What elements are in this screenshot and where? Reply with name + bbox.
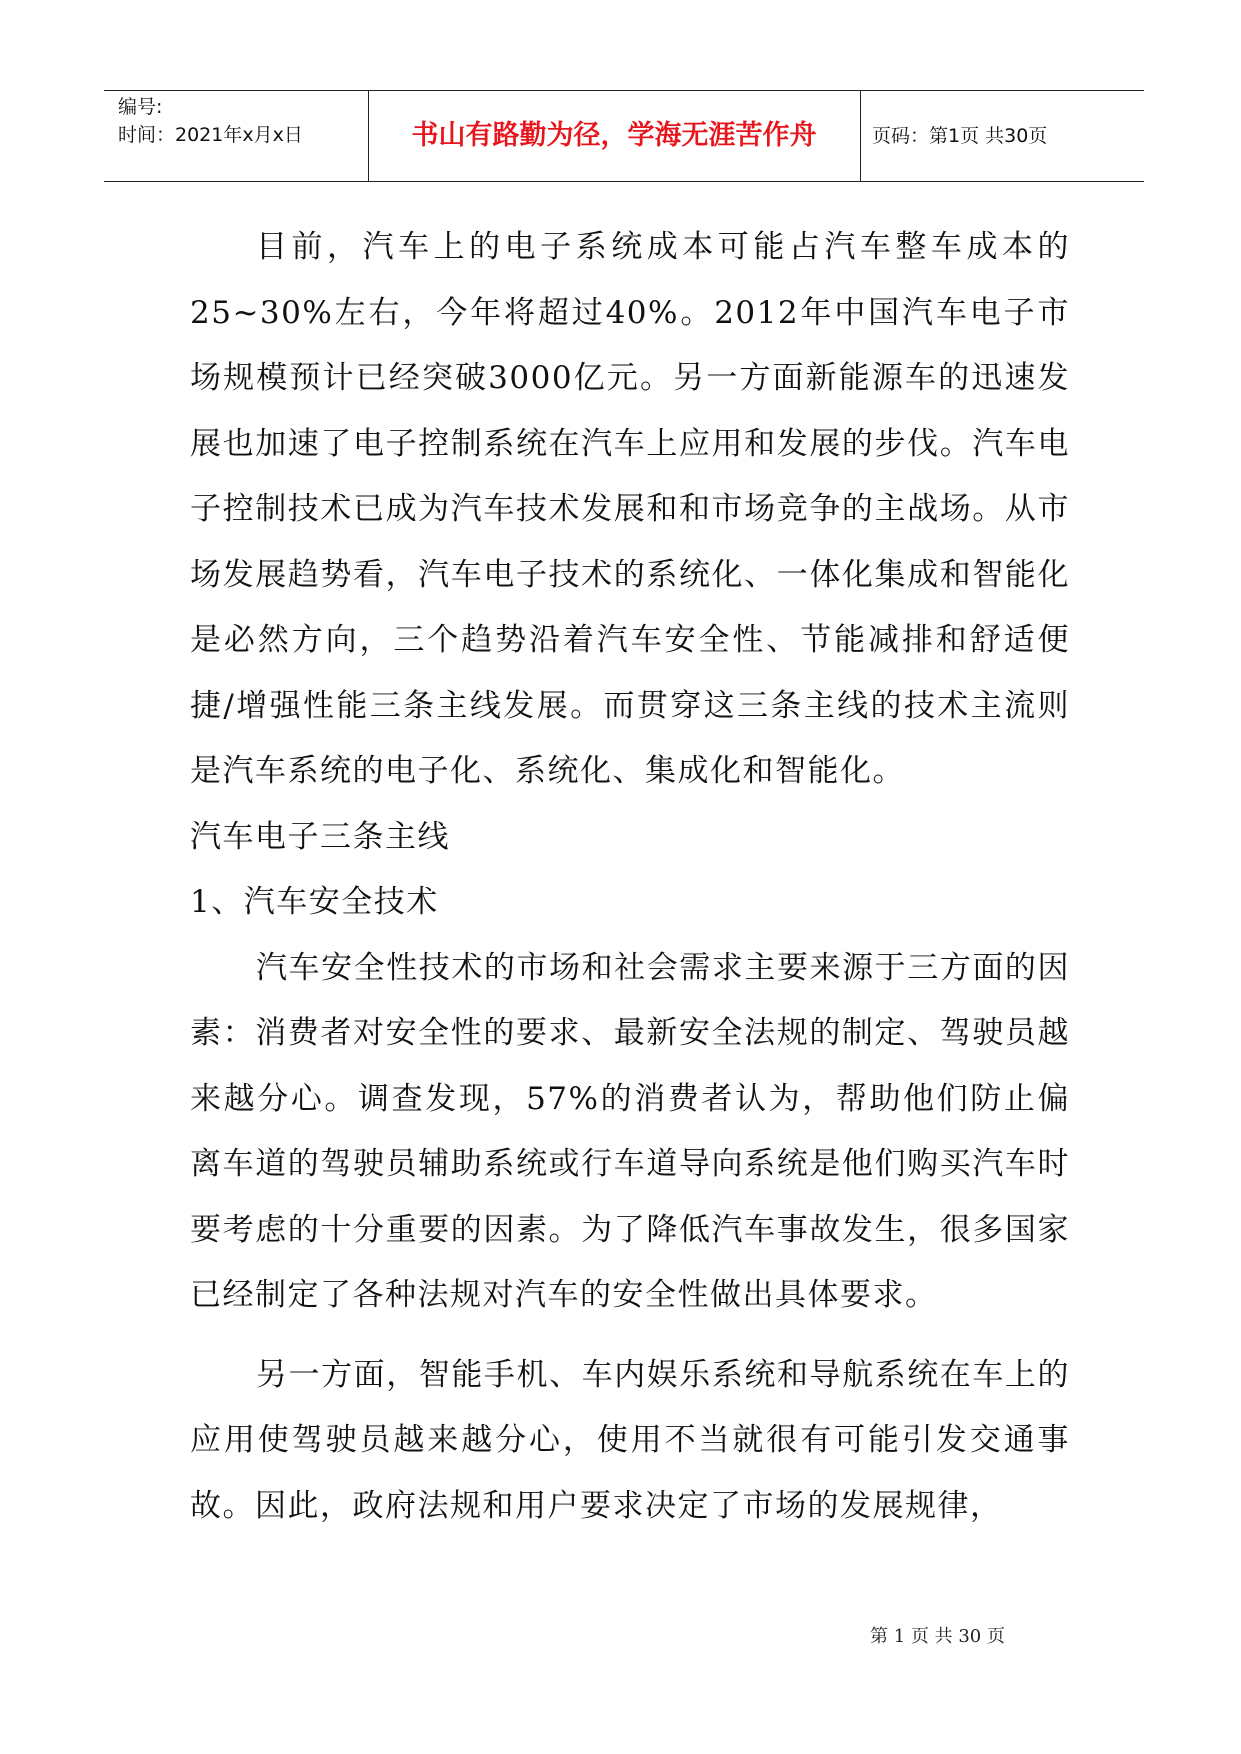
- body-paragraph: 目前，汽车上的电子系统成本可能占汽车整车成本的25~30%左右，今年将超过40%。2012年中国汽车电子市场规模预计已经突破3000亿元。另一方面新能源车的迅速发展也加速了电子控制系统在汽车上应用和发展的步伐。汽车电子控制技术已成为汽车技术发展和和市场竞争的主战场。从市场发展趋势看，汽车电子技术的系统化、一体化集成和智能化是必然方向，三个趋势沿着汽车安全性、节能减排和舒适便捷/增强性能三条主线发展。而贯穿这三条主线的技术主流则是汽车系统的电子化、系统化、集成化和智能化。: [190, 229, 1070, 789]
- body-paragraph: 汽车安全性技术的市场和社会需求主要来源于三方面的因素：消费者对安全性的要求、最新安全法规的制定、驾驶员越来越分心。调查发现，57%的消费者认为，帮助他们防止偏离车道的驾驶员辅助系统或行车道导向系统是他们购买汽车时要考虑的十分重要的因素。为了降低汽车事故发生，很多国家已经制定了各种法规对汽车的安全性做出具体要求。: [190, 949, 1070, 1313]
- time-label: 时间：2021年x月x日: [118, 124, 303, 146]
- subsection-heading: 1、汽车安全技术: [190, 884, 439, 920]
- section-heading: 汽车电子三条主线: [190, 818, 450, 855]
- header-divider: [860, 91, 861, 181]
- header-page-number: 页码：第1页 共30页: [872, 125, 1048, 147]
- document-body: [190, 215, 1070, 1539]
- body-paragraph: 另一方面，智能手机、车内娱乐系统和导航系统在车上的应用使驾驶员越来越分心，使用不当就很有可能引发交通事故。因此，政府法规和用户要求决定了市场的发展规律，: [190, 1356, 1070, 1524]
- header-divider: [368, 91, 369, 181]
- serial-number-label: 编号:: [118, 96, 163, 118]
- header-meta: [118, 93, 368, 149]
- page-footer: 第 1 页 共 30 页: [870, 1626, 1005, 1647]
- page-header: [104, 90, 1144, 182]
- header-motto: 书山有路勤为径，学海无涯苦作舟: [411, 120, 817, 151]
